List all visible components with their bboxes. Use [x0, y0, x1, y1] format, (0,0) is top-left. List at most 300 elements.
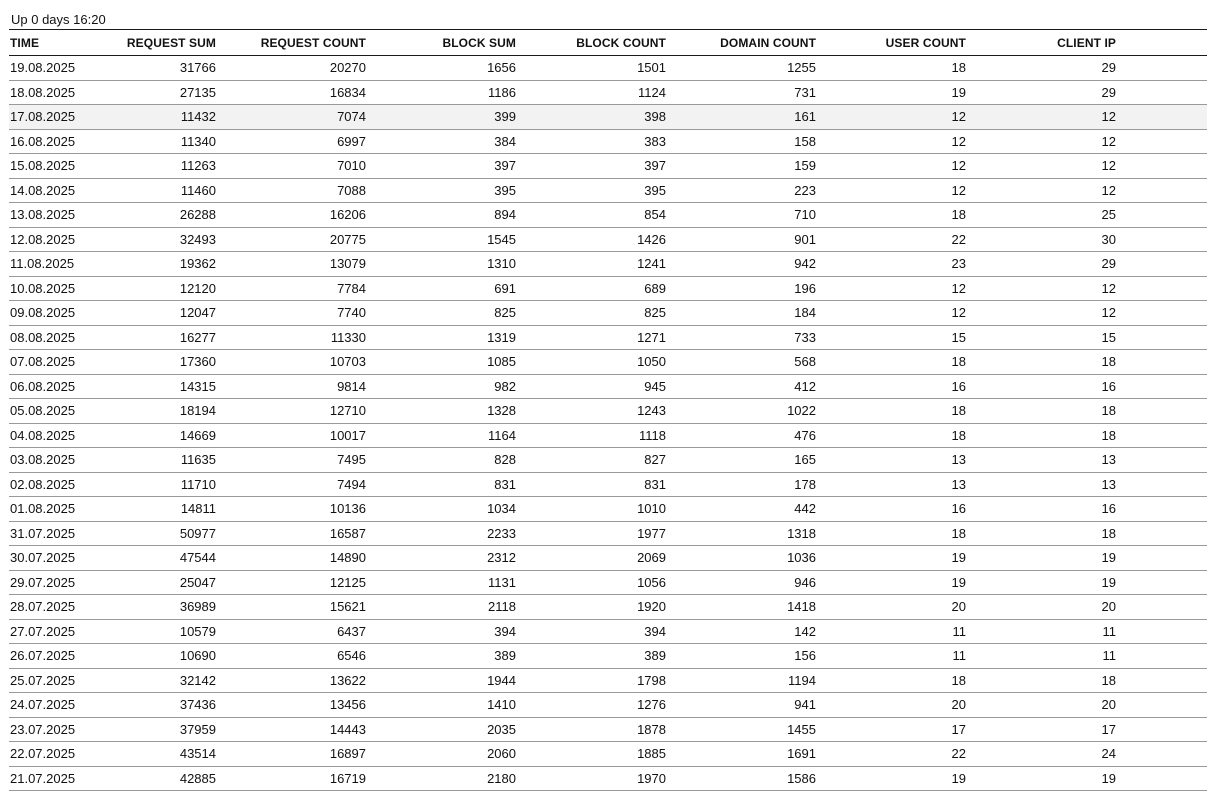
domain-count-cell: 476	[794, 427, 816, 443]
block-sum-cell: 1164	[488, 427, 516, 443]
row-spacer	[1120, 276, 1207, 301]
table-row	[9, 129, 1207, 154]
client-ip-cell: 29	[1101, 256, 1116, 272]
domain-count-cell: 1036	[787, 550, 816, 566]
client-ip-cell: 16	[1101, 378, 1116, 394]
user-count-cell: 20	[951, 697, 966, 713]
domain-count-cell: 184	[794, 305, 816, 321]
request-count-cell: 16206	[329, 207, 366, 223]
time-cell: 05.08.2025	[10, 403, 76, 419]
row-spacer	[1120, 252, 1207, 277]
table-row	[9, 766, 1207, 791]
time-cell: 19.08.2025	[10, 60, 76, 76]
row-spacer	[1120, 570, 1207, 595]
request-sum-cell: 42885	[179, 770, 216, 786]
block-count-cell: 1426	[637, 231, 666, 247]
user-count-cell: 22	[951, 746, 966, 762]
user-count-cell: 13	[951, 476, 966, 492]
block-count-cell: 1050	[637, 354, 666, 370]
block-sum-cell: 828	[494, 452, 516, 468]
request-sum-cell: 18194	[179, 403, 216, 419]
request-count-cell: 20775	[329, 231, 366, 247]
block-sum-cell: 384	[494, 133, 516, 149]
row-spacer	[1120, 423, 1207, 448]
time-cell: 16.08.2025	[10, 133, 76, 149]
domain-count-cell: 161	[794, 109, 816, 125]
user-count-cell: 19	[951, 574, 966, 590]
request-sum-cell: 26288	[179, 207, 216, 223]
table-row	[9, 276, 1207, 301]
time-cell: 27.07.2025	[10, 623, 76, 639]
row-spacer	[1120, 472, 1207, 497]
user-count-cell: 18	[951, 60, 966, 76]
request-sum-cell: 10690	[179, 648, 216, 664]
column-header-request-sum: REQUEST SUM	[126, 35, 216, 50]
user-count-cell: 15	[951, 329, 966, 345]
request-sum-cell: 37436	[179, 697, 216, 713]
domain-count-cell: 442	[794, 501, 816, 517]
user-count-cell: 18	[951, 427, 966, 443]
row-spacer	[1120, 742, 1207, 767]
block-sum-cell: 894	[494, 207, 516, 223]
client-ip-cell: 12	[1101, 280, 1116, 296]
block-count-cell: 395	[644, 182, 666, 198]
client-ip-cell: 12	[1101, 158, 1116, 174]
request-count-cell: 14890	[329, 550, 366, 566]
block-sum-cell: 982	[494, 378, 516, 394]
row-spacer	[1120, 80, 1207, 105]
request-count-cell: 20270	[329, 60, 366, 76]
request-count-cell: 12125	[329, 574, 366, 590]
domain-count-cell: 165	[794, 452, 816, 468]
row-spacer	[1120, 178, 1207, 203]
request-sum-cell: 43514	[179, 746, 216, 762]
block-count-cell: 825	[644, 305, 666, 321]
domain-count-cell: 946	[794, 574, 816, 590]
request-sum-cell: 14669	[179, 427, 216, 443]
time-cell: 03.08.2025	[10, 452, 76, 468]
request-count-cell: 7495	[337, 452, 366, 468]
domain-count-cell: 1418	[787, 599, 816, 615]
client-ip-cell: 19	[1101, 574, 1116, 590]
block-sum-cell: 2035	[487, 721, 516, 737]
table-row	[9, 178, 1207, 203]
request-count-cell: 13456	[329, 697, 366, 713]
user-count-cell: 18	[951, 525, 966, 541]
domain-count-cell: 1194	[788, 672, 816, 688]
request-count-cell: 7494	[337, 476, 366, 492]
domain-count-cell: 1318	[787, 525, 816, 541]
row-spacer	[1120, 350, 1207, 375]
block-count-cell: 1920	[637, 599, 666, 615]
request-count-cell: 7784	[337, 280, 366, 296]
block-sum-cell: 691	[494, 280, 516, 296]
request-sum-cell: 11432	[180, 109, 216, 125]
request-count-cell: 7010	[337, 158, 366, 174]
block-count-cell: 398	[644, 109, 666, 125]
domain-count-cell: 1455	[787, 721, 816, 737]
request-sum-cell: 47544	[179, 550, 216, 566]
client-ip-cell: 29	[1101, 60, 1116, 76]
request-count-cell: 6437	[337, 623, 366, 639]
row-spacer	[1120, 325, 1207, 350]
block-sum-cell: 1085	[487, 354, 516, 370]
block-count-cell: 394	[644, 623, 666, 639]
user-count-cell: 12	[951, 133, 966, 149]
user-count-cell: 12	[951, 305, 966, 321]
domain-count-cell: 1691	[787, 746, 816, 762]
request-sum-cell: 12047	[179, 305, 216, 321]
user-count-cell: 16	[951, 378, 966, 394]
block-sum-cell: 831	[494, 476, 516, 492]
request-sum-cell: 32493	[179, 231, 216, 247]
request-count-cell: 13079	[329, 256, 366, 272]
block-sum-cell: 397	[494, 158, 516, 174]
time-cell: 17.08.2025	[10, 109, 76, 125]
block-count-cell: 1798	[637, 672, 666, 688]
request-count-cell: 14443	[329, 721, 366, 737]
client-ip-cell: 16	[1101, 501, 1116, 517]
client-ip-cell: 18	[1101, 427, 1116, 443]
user-count-cell: 18	[951, 403, 966, 419]
request-sum-cell: 36989	[179, 599, 216, 615]
client-ip-cell: 29	[1101, 84, 1116, 100]
table-row	[9, 742, 1207, 767]
client-ip-cell: 15	[1101, 329, 1116, 345]
block-sum-cell: 1328	[487, 403, 516, 419]
time-cell: 21.07.2025	[10, 770, 76, 786]
table-row	[9, 693, 1207, 718]
table-row	[9, 252, 1207, 277]
request-count-cell: 7074	[337, 109, 366, 125]
column-header-time: TIME	[10, 35, 40, 50]
row-spacer	[1120, 546, 1207, 571]
client-ip-cell: 18	[1101, 354, 1116, 370]
request-count-cell: 16834	[329, 84, 366, 100]
time-cell: 02.08.2025	[10, 476, 76, 492]
domain-count-cell: 710	[794, 207, 816, 223]
request-count-cell: 9814	[337, 378, 366, 394]
domain-count-cell: 901	[794, 231, 816, 247]
block-sum-cell: 1656	[487, 60, 516, 76]
time-cell: 04.08.2025	[10, 427, 76, 443]
block-sum-cell: 825	[494, 305, 516, 321]
client-ip-cell: 30	[1101, 231, 1116, 247]
block-count-cell: 1878	[637, 721, 666, 737]
request-count-cell: 13622	[329, 672, 366, 688]
table-row	[9, 448, 1207, 473]
domain-count-cell: 941	[794, 697, 816, 713]
row-spacer	[1120, 399, 1207, 424]
block-count-cell: 1241	[637, 256, 666, 272]
block-sum-cell: 1545	[487, 231, 516, 247]
block-sum-cell: 395	[494, 182, 516, 198]
request-sum-cell: 14811	[180, 501, 216, 517]
user-count-cell: 12	[951, 109, 966, 125]
column-header-block-count: BLOCK COUNT	[576, 35, 666, 50]
time-cell: 12.08.2025	[10, 231, 76, 247]
table-row	[9, 399, 1207, 424]
table-row	[9, 423, 1207, 448]
request-sum-cell: 11460	[180, 182, 216, 198]
user-count-cell: 17	[951, 721, 966, 737]
block-sum-cell: 1186	[488, 84, 516, 100]
block-sum-cell: 1944	[487, 672, 516, 688]
request-count-cell: 11330	[330, 329, 366, 345]
user-count-cell: 16	[951, 501, 966, 517]
user-count-cell: 22	[951, 231, 966, 247]
row-spacer	[1120, 105, 1207, 130]
row-spacer	[1120, 448, 1207, 473]
table-row	[9, 56, 1207, 81]
time-cell: 23.07.2025	[10, 721, 76, 737]
row-spacer	[1120, 644, 1207, 669]
domain-count-cell: 942	[794, 256, 816, 272]
block-count-cell: 1010	[637, 501, 666, 517]
time-cell: 24.07.2025	[10, 697, 76, 713]
domain-count-cell: 156	[794, 648, 816, 664]
user-count-cell: 11	[952, 623, 966, 639]
user-count-cell: 11	[952, 648, 966, 664]
user-count-cell: 18	[951, 207, 966, 223]
block-sum-cell: 1410	[487, 697, 516, 713]
block-count-cell: 389	[644, 648, 666, 664]
domain-count-cell: 568	[794, 354, 816, 370]
time-cell: 14.08.2025	[10, 182, 76, 198]
table-row	[9, 203, 1207, 228]
row-spacer	[1120, 129, 1207, 154]
block-count-cell: 854	[644, 207, 666, 223]
client-ip-cell: 18	[1101, 403, 1116, 419]
user-count-cell: 18	[951, 354, 966, 370]
block-count-cell: 1970	[637, 770, 666, 786]
uptime-status: Up 0 days 16:20	[11, 12, 106, 27]
time-cell: 07.08.2025	[10, 354, 76, 370]
request-count-cell: 16897	[329, 746, 366, 762]
block-sum-cell: 399	[494, 109, 516, 125]
user-count-cell: 18	[951, 672, 966, 688]
domain-count-cell: 412	[794, 378, 816, 394]
time-cell: 25.07.2025	[10, 672, 76, 688]
domain-count-cell: 159	[794, 158, 816, 174]
time-cell: 30.07.2025	[10, 550, 76, 566]
user-count-cell: 12	[951, 280, 966, 296]
request-sum-cell: 50977	[179, 525, 216, 541]
block-count-cell: 945	[644, 378, 666, 394]
row-spacer	[1120, 497, 1207, 522]
request-sum-cell: 31766	[179, 60, 216, 76]
client-ip-cell: 12	[1101, 109, 1116, 125]
block-sum-cell: 1131	[488, 574, 516, 590]
user-count-cell: 19	[951, 84, 966, 100]
time-cell: 18.08.2025	[10, 84, 76, 100]
domain-count-cell: 196	[794, 280, 816, 296]
table-body	[9, 56, 1207, 791]
domain-count-cell: 1586	[787, 770, 816, 786]
block-sum-cell: 1034	[487, 501, 516, 517]
row-spacer	[1120, 154, 1207, 179]
table-row	[9, 619, 1207, 644]
table-row	[9, 227, 1207, 252]
client-ip-cell: 12	[1101, 133, 1116, 149]
block-count-cell: 1056	[637, 574, 666, 590]
client-ip-cell: 12	[1101, 305, 1116, 321]
request-sum-cell: 27135	[179, 84, 216, 100]
block-sum-cell: 2118	[488, 599, 516, 615]
block-sum-cell: 389	[494, 648, 516, 664]
request-count-cell: 16719	[329, 770, 366, 786]
row-spacer	[1120, 717, 1207, 742]
request-sum-cell: 11710	[180, 476, 216, 492]
client-ip-cell: 13	[1101, 476, 1116, 492]
row-spacer	[1120, 619, 1207, 644]
client-ip-cell: 18	[1101, 525, 1116, 541]
user-count-cell: 20	[951, 599, 966, 615]
block-count-cell: 1124	[638, 84, 666, 100]
request-count-cell: 10136	[329, 501, 366, 517]
client-ip-cell: 11	[1102, 623, 1116, 639]
row-spacer	[1120, 766, 1207, 791]
row-spacer	[1120, 668, 1207, 693]
table-row	[9, 570, 1207, 595]
request-count-cell: 7740	[337, 305, 366, 321]
column-header-domain-count: DOMAIN COUNT	[720, 35, 816, 50]
request-count-cell: 10703	[329, 354, 366, 370]
user-count-cell: 12	[951, 182, 966, 198]
time-cell: 08.08.2025	[10, 329, 76, 345]
time-cell: 10.08.2025	[10, 280, 76, 296]
block-count-cell: 383	[644, 133, 666, 149]
column-header-user-count: USER COUNT	[885, 35, 966, 50]
time-cell: 15.08.2025	[10, 158, 76, 174]
request-count-cell: 15621	[329, 599, 366, 615]
request-sum-cell: 19362	[179, 256, 216, 272]
time-cell: 01.08.2025	[10, 501, 76, 517]
block-sum-cell: 394	[494, 623, 516, 639]
block-sum-cell: 2060	[487, 746, 516, 762]
domain-count-cell: 223	[794, 182, 816, 198]
domain-count-cell: 142	[794, 623, 816, 639]
request-sum-cell: 25047	[179, 574, 216, 590]
client-ip-cell: 17	[1101, 721, 1116, 737]
user-count-cell: 19	[951, 770, 966, 786]
block-count-cell: 1977	[637, 525, 666, 541]
request-count-cell: 6546	[337, 648, 366, 664]
domain-count-cell: 1255	[787, 60, 816, 76]
block-count-cell: 397	[644, 158, 666, 174]
table-row	[9, 472, 1207, 497]
time-cell: 22.07.2025	[10, 746, 76, 762]
request-sum-cell: 11340	[180, 133, 216, 149]
client-ip-cell: 13	[1101, 452, 1116, 468]
table-row	[9, 595, 1207, 620]
column-header-spacer	[1120, 30, 1207, 56]
client-ip-cell: 18	[1101, 672, 1116, 688]
client-ip-cell: 19	[1101, 550, 1116, 566]
row-spacer	[1120, 227, 1207, 252]
request-sum-cell: 32142	[179, 672, 216, 688]
time-cell: 11.08.2025	[10, 256, 75, 272]
block-count-cell: 1885	[637, 746, 666, 762]
column-header-client-ip: CLIENT IP	[1057, 35, 1116, 50]
client-ip-cell: 19	[1101, 770, 1116, 786]
user-count-cell: 12	[951, 158, 966, 174]
block-count-cell: 831	[644, 476, 666, 492]
table-row	[9, 521, 1207, 546]
block-count-cell: 1243	[637, 403, 666, 419]
client-ip-cell: 12	[1101, 182, 1116, 198]
row-spacer	[1120, 595, 1207, 620]
request-sum-cell: 10579	[179, 623, 216, 639]
request-sum-cell: 17360	[179, 354, 216, 370]
table-row	[9, 301, 1207, 326]
request-sum-cell: 37959	[179, 721, 216, 737]
table-row	[9, 668, 1207, 693]
block-sum-cell: 2312	[487, 550, 516, 566]
user-count-cell: 19	[951, 550, 966, 566]
table-row	[9, 374, 1207, 399]
time-cell: 09.08.2025	[10, 305, 76, 321]
block-sum-cell: 1310	[487, 256, 516, 272]
request-count-cell: 16587	[329, 525, 366, 541]
table-row	[9, 325, 1207, 350]
block-count-cell: 1276	[637, 697, 666, 713]
time-cell: 26.07.2025	[10, 648, 76, 664]
block-count-cell: 1501	[637, 60, 666, 76]
table-row	[9, 80, 1207, 105]
row-spacer	[1120, 301, 1207, 326]
time-cell: 31.07.2025	[10, 525, 76, 541]
table-row	[9, 644, 1207, 669]
row-spacer	[1120, 693, 1207, 718]
block-sum-cell: 2233	[487, 525, 516, 541]
row-spacer	[1120, 374, 1207, 399]
domain-count-cell: 158	[794, 133, 816, 149]
client-ip-cell: 20	[1101, 599, 1116, 615]
table-header	[9, 30, 1207, 56]
table-row	[9, 717, 1207, 742]
table-row	[9, 546, 1207, 571]
block-count-cell: 1118	[639, 427, 666, 443]
user-count-cell: 13	[951, 452, 966, 468]
user-count-cell: 23	[951, 256, 966, 272]
block-count-cell: 689	[644, 280, 666, 296]
row-spacer	[1120, 521, 1207, 546]
request-count-cell: 7088	[337, 182, 366, 198]
request-sum-cell: 12120	[179, 280, 216, 296]
daily-stats-table	[9, 29, 1207, 791]
client-ip-cell: 24	[1101, 746, 1116, 762]
request-count-cell: 12710	[329, 403, 366, 419]
time-cell: 13.08.2025	[10, 207, 76, 223]
time-cell: 29.07.2025	[10, 574, 76, 590]
block-sum-cell: 2180	[487, 770, 516, 786]
block-count-cell: 1271	[637, 329, 666, 345]
request-sum-cell: 11263	[180, 158, 216, 174]
request-sum-cell: 11635	[180, 452, 216, 468]
client-ip-cell: 11	[1102, 648, 1116, 664]
domain-count-cell: 178	[794, 476, 816, 492]
domain-count-cell: 733	[794, 329, 816, 345]
column-header-block-sum: BLOCK SUM	[442, 35, 516, 50]
client-ip-cell: 20	[1101, 697, 1116, 713]
table-row	[9, 350, 1207, 375]
table-row	[9, 497, 1207, 522]
domain-count-cell: 1022	[787, 403, 816, 419]
block-sum-cell: 1319	[487, 329, 516, 345]
header-row	[9, 30, 1207, 56]
table-row	[9, 105, 1207, 130]
